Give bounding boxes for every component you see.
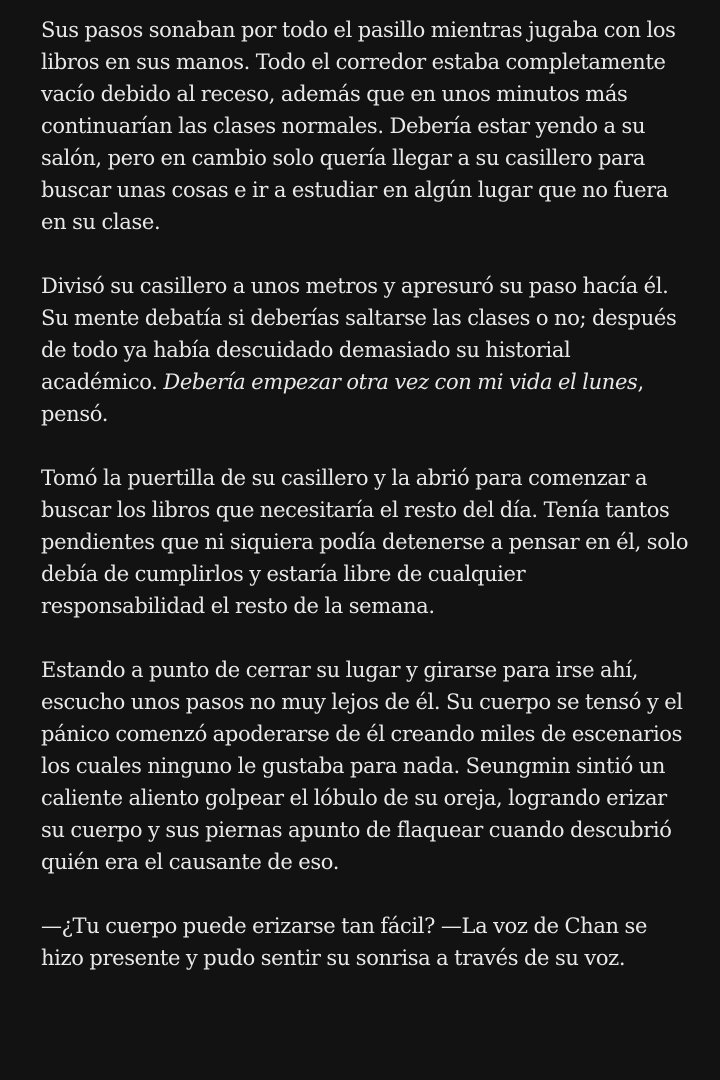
paragraph-text: —¿Tu cuerpo puede erizarse tan fácil? —La voz de Chan se hizo presente y pudo sentir su sonrisa a través de su voz. (41, 914, 648, 970)
paragraph-1 (41, 14, 691, 238)
paragraph-2 (41, 270, 691, 430)
paragraph-3 (41, 462, 691, 622)
paragraph-text: Sus pasos sonaban por todo el pasillo mientras jugaba con los libros en sus manos. Todo el corredor estaba completamente vacío debido al receso, además que en unos minutos más continuarían las clases normales. Debería estar yendo a su salón, pero en cambio solo quería llegar a su casillero para buscar unas cosas e ir a estudiar en algún lugar que no fuera en su clase. (41, 18, 676, 234)
paragraph-4 (41, 654, 691, 878)
paragraph-text: Tomó la puertilla de su casillero y la abrió para comenzar a buscar los libros que necesitaría el resto del día. Tenía tantos pendientes que ni siquiera podía detenerse a pensar en él, solo debía de cumplirlos y estaría libre de cualquier responsabilidad el resto de la semana. (41, 466, 689, 618)
paragraph-text: , pensó. (41, 370, 644, 426)
paragraph-text: Divisó su casillero a unos metros y apresuró su paso hacía él. Su mente debatía si deberías saltarse las clases o no; después de todo ya había descuidado demasiado su historial académico. (41, 274, 677, 394)
reader-text-area[interactable] (41, 14, 691, 1006)
paragraph-text: Estando a punto de cerrar su lugar y girarse para irse ahí, escucho unos pasos no muy lejos de él. Su cuerpo se tensó y el pánico comenzó apoderarse de él creando miles de escenarios los cuales ninguno le gustaba para nada. Seungmin sintió un caliente aliento golpear el lóbulo de su oreja, logrando erizar su cuerpo y sus piernas apunto de flaquear cuando descubrió quién era el causante de eso. (41, 658, 683, 874)
italic-thought: Debería empezar otra vez con mi vida el lunes (163, 370, 638, 394)
paragraph-5 (41, 910, 691, 974)
